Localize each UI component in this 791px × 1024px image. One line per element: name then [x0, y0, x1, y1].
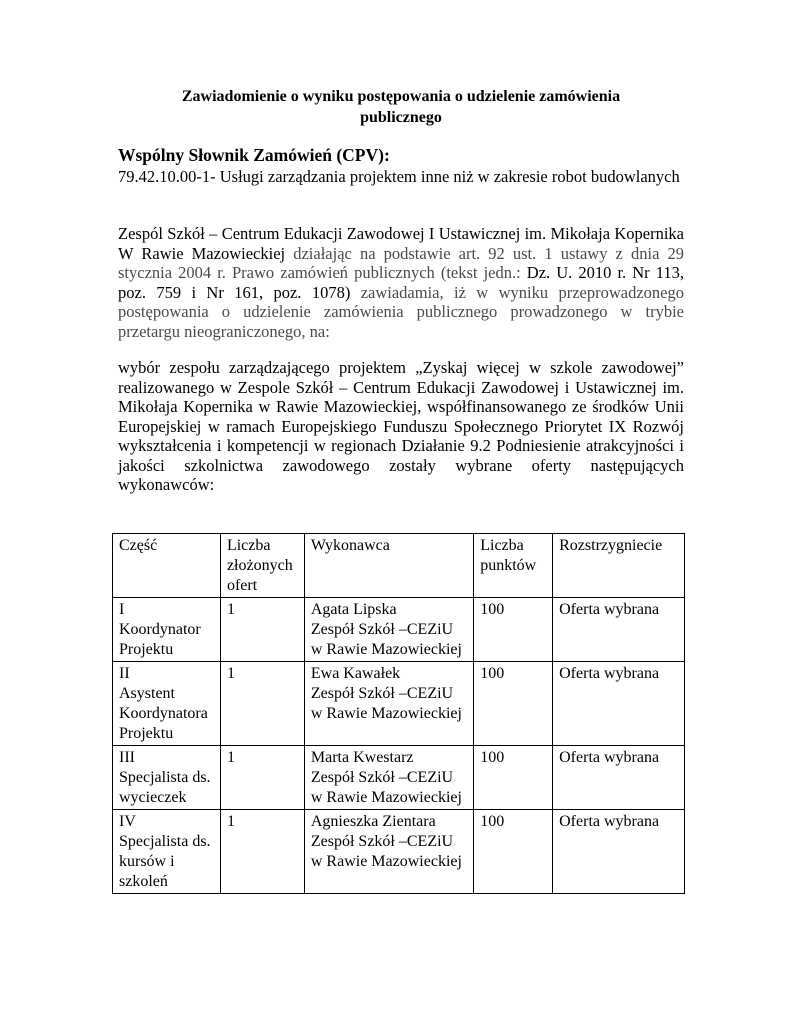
document-title-line1: Zawiadomienie o wyniku postępowania o udzielenie zamówienia — [181, 88, 621, 105]
intro-paragraph — [118, 224, 684, 341]
intro-text-b: zawiadamia, iż w wyniku przeprowadzonego postępowania o udzielenie zamówienia publicznego prowadzonego w trybie przetargu nieograniczonego, na: — [118, 282, 684, 341]
header-points: Liczba punktów — [474, 534, 553, 598]
part-name: Koordynator Projektu — [119, 621, 201, 658]
cell-offers: 1 — [220, 810, 304, 894]
header-contractor: Wykonawca — [304, 534, 473, 598]
part-number: II — [119, 665, 130, 682]
cell-points: 100 — [474, 598, 553, 662]
cell-decision: Oferta wybrana — [553, 746, 685, 810]
cell-offers: 1 — [220, 662, 304, 746]
header-offers: Liczba złożonych ofert — [220, 534, 304, 598]
contractor-name: Agnieszka Zientara — [310, 813, 436, 830]
part-number: IV — [119, 813, 136, 830]
contractor-org: Zespół Szkół –CEZiU w Rawie Mazowieckiej — [310, 685, 462, 722]
intro-text-a: działając na podstawie art. 92 ust. 1 ustawy z dnia 29 stycznia 2004 r. Prawo zamówień publicznych (tekst jedn.: — [118, 243, 685, 282]
cell-decision: Oferta wybrana — [553, 810, 685, 894]
table-row — [113, 598, 685, 662]
header-decision: Rozstrzygniecie — [553, 534, 685, 598]
results-table — [112, 533, 685, 894]
cell-part — [113, 598, 221, 662]
cell-contractor — [304, 662, 473, 746]
contractor-org: Zespół Szkół –CEZiU w Rawie Mazowieckiej — [310, 833, 462, 870]
table-header-row — [113, 534, 685, 598]
cell-contractor — [304, 810, 473, 894]
cell-decision: Oferta wybrana — [553, 662, 685, 746]
contractor-name: Marta Kwestarz — [310, 749, 414, 766]
part-name: Specjalista ds. kursów i szkoleń — [119, 833, 211, 890]
cell-part — [113, 746, 221, 810]
part-name: Specjalista ds. wycieczek — [119, 769, 211, 806]
contractor-name: Agata Lipska — [310, 601, 397, 618]
cell-points: 100 — [474, 746, 553, 810]
cpv-code: 79.42.10.00-1- Usługi zarządzania projektem inne niż w zakresie robot budowlanych — [118, 167, 680, 186]
cell-offers: 1 — [220, 746, 304, 810]
cell-points: 100 — [474, 810, 553, 894]
contractor-org: Zespół Szkół –CEZiU w Rawie Mazowieckiej — [310, 769, 462, 806]
cell-decision: Oferta wybrana — [553, 598, 685, 662]
cell-contractor — [304, 598, 473, 662]
contractor-org: Zespół Szkół –CEZiU w Rawie Mazowieckiej — [310, 621, 462, 658]
cpv-heading: Wspólny Słownik Zamówień (CPV): — [118, 145, 390, 165]
table-row — [113, 746, 685, 810]
header-part: Część — [113, 534, 221, 598]
cell-contractor — [304, 746, 473, 810]
cell-part — [113, 662, 221, 746]
cell-part — [113, 810, 221, 894]
part-number: I — [119, 601, 125, 618]
table-row — [113, 662, 685, 746]
contractor-name: Ewa Kawałek — [310, 665, 401, 682]
part-number: III — [119, 749, 135, 766]
institution-name: Zespól Szkół – Centrum Edukacji Zawodowej I Ustawicznej im. Mikołaja Kopernika W Rawie Mazowieckiej — [118, 224, 684, 263]
part-name: Asystent Koordynatora Projektu — [119, 685, 208, 742]
document-title — [118, 86, 684, 128]
law-reference: Dz. U. 2010 r. Nr 113, poz. 759 i Nr 161, poz. 1078) — [118, 263, 684, 302]
cell-offers: 1 — [220, 598, 304, 662]
table-row — [113, 810, 685, 894]
subject-paragraph: wybór zespołu zarządzającego projektem „Zyskaj więcej w szkole zawodowej” realizowanego w Zespole Szkół – Centrum Edukacji Zawodowej i Ustawicznej im. Mikołaja Kopernika w Rawie Mazowieckiej, współfinansowanego ze środków Unii Europejskiej w ramach Europejskiego Funduszu Społecznego Priorytet IX Rozwój wykształcenia i kompetencji w regionach Działanie 9.2 Podniesienie atrakcyjności i jakości szkolnictwa zawodowego zostały wybrane oferty następujących wykonawców: — [118, 358, 684, 494]
document-title-line2: publicznego — [360, 109, 442, 126]
cell-points: 100 — [474, 662, 553, 746]
